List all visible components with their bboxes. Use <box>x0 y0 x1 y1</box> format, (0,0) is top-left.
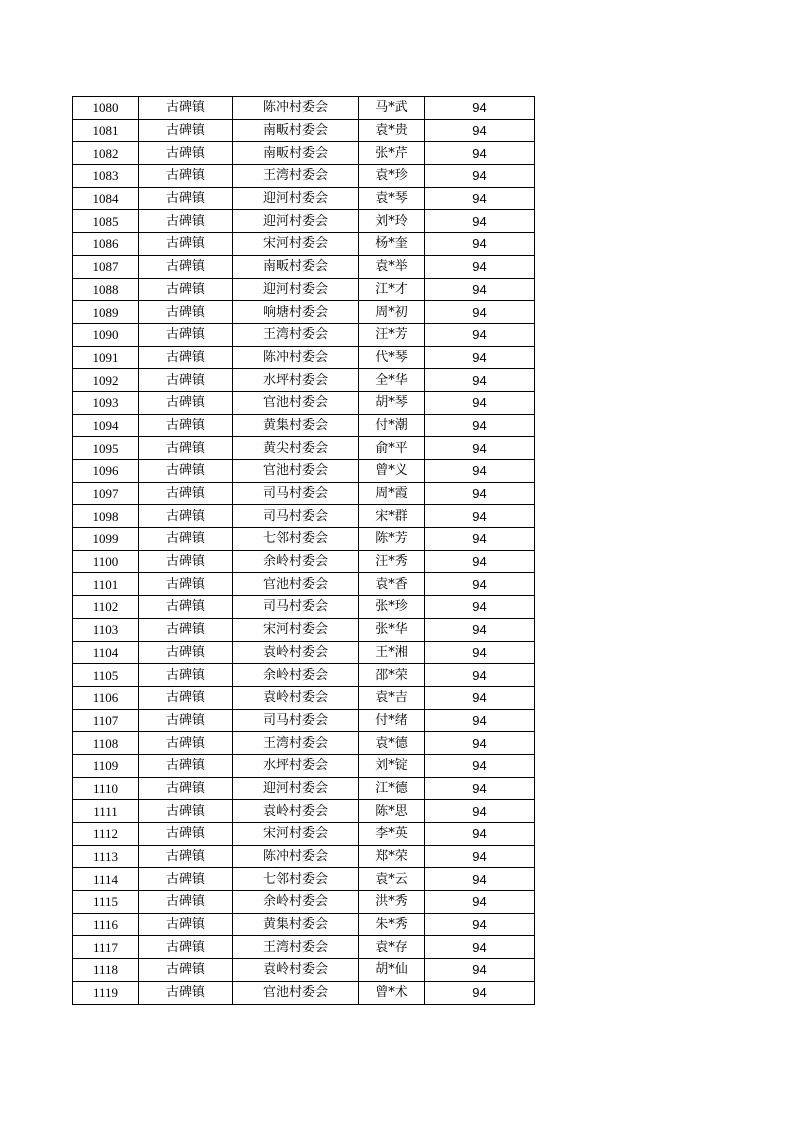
row-number-cell: 1106 <box>73 686 139 709</box>
town-cell: 古碑镇 <box>139 709 233 732</box>
row-number-cell: 1102 <box>73 596 139 619</box>
person-name-cell: 朱*秀 <box>359 913 425 936</box>
row-number-cell: 1099 <box>73 528 139 551</box>
village-cell: 王湾村委会 <box>233 323 359 346</box>
table-row <box>73 845 535 868</box>
row-number-cell: 1109 <box>73 754 139 777</box>
score-cell: 94 <box>425 165 535 188</box>
score-cell: 94 <box>425 936 535 959</box>
table-row <box>73 119 535 142</box>
village-cell: 响塘村委会 <box>233 301 359 324</box>
table-row <box>73 732 535 755</box>
village-cell: 司马村委会 <box>233 505 359 528</box>
row-number-cell: 1105 <box>73 664 139 687</box>
village-cell: 司马村委会 <box>233 596 359 619</box>
table-row <box>73 573 535 596</box>
person-name-cell: 张*珍 <box>359 596 425 619</box>
town-cell: 古碑镇 <box>139 959 233 982</box>
person-name-cell: 周*霞 <box>359 482 425 505</box>
score-cell: 94 <box>425 414 535 437</box>
village-cell: 袁岭村委会 <box>233 959 359 982</box>
score-cell: 94 <box>425 369 535 392</box>
village-cell: 水坪村委会 <box>233 754 359 777</box>
person-name-cell: 陈*思 <box>359 800 425 823</box>
table-row <box>73 346 535 369</box>
table-row <box>73 981 535 1004</box>
town-cell: 古碑镇 <box>139 482 233 505</box>
score-cell: 94 <box>425 255 535 278</box>
town-cell: 古碑镇 <box>139 664 233 687</box>
town-cell: 古碑镇 <box>139 732 233 755</box>
person-name-cell: 曾*义 <box>359 460 425 483</box>
row-number-cell: 1085 <box>73 210 139 233</box>
village-cell: 南畈村委会 <box>233 119 359 142</box>
score-cell: 94 <box>425 233 535 256</box>
town-cell: 古碑镇 <box>139 686 233 709</box>
person-name-cell: 袁*贵 <box>359 119 425 142</box>
person-name-cell: 胡*仙 <box>359 959 425 982</box>
village-cell: 官池村委会 <box>233 391 359 414</box>
row-number-cell: 1117 <box>73 936 139 959</box>
village-cell: 宋河村委会 <box>233 618 359 641</box>
person-name-cell: 付*绪 <box>359 709 425 732</box>
town-cell: 古碑镇 <box>139 550 233 573</box>
town-cell: 古碑镇 <box>139 119 233 142</box>
town-cell: 古碑镇 <box>139 391 233 414</box>
village-cell: 袁岭村委会 <box>233 800 359 823</box>
town-cell: 古碑镇 <box>139 323 233 346</box>
village-cell: 余岭村委会 <box>233 664 359 687</box>
row-number-cell: 1103 <box>73 618 139 641</box>
town-cell: 古碑镇 <box>139 187 233 210</box>
town-cell: 古碑镇 <box>139 346 233 369</box>
score-cell: 94 <box>425 664 535 687</box>
person-name-cell: 袁*香 <box>359 573 425 596</box>
town-cell: 古碑镇 <box>139 800 233 823</box>
village-cell: 司马村委会 <box>233 482 359 505</box>
row-number-cell: 1080 <box>73 97 139 120</box>
town-cell: 古碑镇 <box>139 278 233 301</box>
score-cell: 94 <box>425 346 535 369</box>
village-cell: 迎河村委会 <box>233 777 359 800</box>
village-cell: 官池村委会 <box>233 573 359 596</box>
village-cell: 官池村委会 <box>233 981 359 1004</box>
score-cell: 94 <box>425 754 535 777</box>
table-row <box>73 800 535 823</box>
score-cell: 94 <box>425 505 535 528</box>
town-cell: 古碑镇 <box>139 868 233 891</box>
village-cell: 余岭村委会 <box>233 891 359 914</box>
row-number-cell: 1082 <box>73 142 139 165</box>
person-name-cell: 邵*荣 <box>359 664 425 687</box>
table-row <box>73 891 535 914</box>
town-cell: 古碑镇 <box>139 754 233 777</box>
table-row <box>73 505 535 528</box>
village-cell: 迎河村委会 <box>233 278 359 301</box>
town-cell: 古碑镇 <box>139 981 233 1004</box>
score-cell: 94 <box>425 573 535 596</box>
town-cell: 古碑镇 <box>139 460 233 483</box>
score-cell: 94 <box>425 868 535 891</box>
table-row <box>73 823 535 846</box>
village-cell: 黄集村委会 <box>233 913 359 936</box>
person-name-cell: 袁*琴 <box>359 187 425 210</box>
row-number-cell: 1098 <box>73 505 139 528</box>
table-row <box>73 369 535 392</box>
table-row <box>73 686 535 709</box>
person-name-cell: 杨*奎 <box>359 233 425 256</box>
town-cell: 古碑镇 <box>139 233 233 256</box>
table-row <box>73 97 535 120</box>
table-row <box>73 709 535 732</box>
person-name-cell: 汪*芳 <box>359 323 425 346</box>
person-name-cell: 曾*术 <box>359 981 425 1004</box>
person-name-cell: 付*潮 <box>359 414 425 437</box>
table-row <box>73 664 535 687</box>
score-cell: 94 <box>425 618 535 641</box>
town-cell: 古碑镇 <box>139 641 233 664</box>
person-name-cell: 王*湘 <box>359 641 425 664</box>
row-number-cell: 1101 <box>73 573 139 596</box>
town-cell: 古碑镇 <box>139 936 233 959</box>
score-cell: 94 <box>425 686 535 709</box>
table-row <box>73 618 535 641</box>
score-cell: 94 <box>425 913 535 936</box>
row-number-cell: 1090 <box>73 323 139 346</box>
village-cell: 黄尖村委会 <box>233 437 359 460</box>
row-number-cell: 1081 <box>73 119 139 142</box>
town-cell: 古碑镇 <box>139 891 233 914</box>
row-number-cell: 1111 <box>73 800 139 823</box>
table-row <box>73 550 535 573</box>
row-number-cell: 1091 <box>73 346 139 369</box>
data-table <box>72 96 535 1005</box>
village-cell: 迎河村委会 <box>233 210 359 233</box>
village-cell: 宋河村委会 <box>233 823 359 846</box>
score-cell: 94 <box>425 823 535 846</box>
table-row <box>73 482 535 505</box>
person-name-cell: 宋*群 <box>359 505 425 528</box>
person-name-cell: 俞*平 <box>359 437 425 460</box>
score-cell: 94 <box>425 391 535 414</box>
row-number-cell: 1088 <box>73 278 139 301</box>
person-name-cell: 袁*云 <box>359 868 425 891</box>
table-row <box>73 936 535 959</box>
score-cell: 94 <box>425 732 535 755</box>
score-cell: 94 <box>425 301 535 324</box>
score-cell: 94 <box>425 596 535 619</box>
row-number-cell: 1113 <box>73 845 139 868</box>
village-cell: 袁岭村委会 <box>233 686 359 709</box>
table-row <box>73 596 535 619</box>
town-cell: 古碑镇 <box>139 596 233 619</box>
score-cell: 94 <box>425 437 535 460</box>
score-cell: 94 <box>425 800 535 823</box>
person-name-cell: 汪*秀 <box>359 550 425 573</box>
score-cell: 94 <box>425 641 535 664</box>
person-name-cell: 全*华 <box>359 369 425 392</box>
person-name-cell: 胡*琴 <box>359 391 425 414</box>
table-row <box>73 437 535 460</box>
village-cell: 迎河村委会 <box>233 187 359 210</box>
table-row <box>73 187 535 210</box>
row-number-cell: 1112 <box>73 823 139 846</box>
town-cell: 古碑镇 <box>139 618 233 641</box>
town-cell: 古碑镇 <box>139 255 233 278</box>
row-number-cell: 1104 <box>73 641 139 664</box>
row-number-cell: 1114 <box>73 868 139 891</box>
village-cell: 官池村委会 <box>233 460 359 483</box>
village-cell: 王湾村委会 <box>233 165 359 188</box>
person-name-cell: 洪*秀 <box>359 891 425 914</box>
score-cell: 94 <box>425 278 535 301</box>
row-number-cell: 1092 <box>73 369 139 392</box>
row-number-cell: 1116 <box>73 913 139 936</box>
village-cell: 陈冲村委会 <box>233 845 359 868</box>
town-cell: 古碑镇 <box>139 369 233 392</box>
row-number-cell: 1100 <box>73 550 139 573</box>
town-cell: 古碑镇 <box>139 845 233 868</box>
town-cell: 古碑镇 <box>139 823 233 846</box>
table-row <box>73 391 535 414</box>
village-cell: 司马村委会 <box>233 709 359 732</box>
table-row <box>73 323 535 346</box>
table-row <box>73 301 535 324</box>
village-cell: 宋河村委会 <box>233 233 359 256</box>
village-cell: 袁岭村委会 <box>233 641 359 664</box>
row-number-cell: 1095 <box>73 437 139 460</box>
table-row <box>73 210 535 233</box>
row-number-cell: 1094 <box>73 414 139 437</box>
village-cell: 王湾村委会 <box>233 732 359 755</box>
score-cell: 94 <box>425 709 535 732</box>
row-number-cell: 1093 <box>73 391 139 414</box>
row-number-cell: 1118 <box>73 959 139 982</box>
village-cell: 七邻村委会 <box>233 868 359 891</box>
town-cell: 古碑镇 <box>139 142 233 165</box>
table-row <box>73 777 535 800</box>
score-cell: 94 <box>425 119 535 142</box>
score-cell: 94 <box>425 210 535 233</box>
table-row <box>73 233 535 256</box>
table-row <box>73 754 535 777</box>
town-cell: 古碑镇 <box>139 97 233 120</box>
village-cell: 余岭村委会 <box>233 550 359 573</box>
person-name-cell: 郑*荣 <box>359 845 425 868</box>
table-row <box>73 142 535 165</box>
person-name-cell: 袁*德 <box>359 732 425 755</box>
row-number-cell: 1086 <box>73 233 139 256</box>
score-cell: 94 <box>425 187 535 210</box>
table-row <box>73 255 535 278</box>
village-cell: 陈冲村委会 <box>233 346 359 369</box>
score-cell: 94 <box>425 142 535 165</box>
row-number-cell: 1115 <box>73 891 139 914</box>
table-row <box>73 913 535 936</box>
person-name-cell: 袁*存 <box>359 936 425 959</box>
person-name-cell: 袁*举 <box>359 255 425 278</box>
table-row <box>73 641 535 664</box>
score-cell: 94 <box>425 460 535 483</box>
town-cell: 古碑镇 <box>139 165 233 188</box>
village-cell: 南畈村委会 <box>233 142 359 165</box>
row-number-cell: 1097 <box>73 482 139 505</box>
score-cell: 94 <box>425 482 535 505</box>
person-name-cell: 陈*芳 <box>359 528 425 551</box>
person-name-cell: 江*才 <box>359 278 425 301</box>
person-name-cell: 江*德 <box>359 777 425 800</box>
town-cell: 古碑镇 <box>139 414 233 437</box>
row-number-cell: 1107 <box>73 709 139 732</box>
table-body <box>73 97 535 1005</box>
score-cell: 94 <box>425 959 535 982</box>
village-cell: 南畈村委会 <box>233 255 359 278</box>
row-number-cell: 1089 <box>73 301 139 324</box>
person-name-cell: 袁*珍 <box>359 165 425 188</box>
row-number-cell: 1110 <box>73 777 139 800</box>
table-row <box>73 959 535 982</box>
score-cell: 94 <box>425 323 535 346</box>
person-name-cell: 李*英 <box>359 823 425 846</box>
town-cell: 古碑镇 <box>139 913 233 936</box>
row-number-cell: 1084 <box>73 187 139 210</box>
town-cell: 古碑镇 <box>139 573 233 596</box>
score-cell: 94 <box>425 891 535 914</box>
row-number-cell: 1096 <box>73 460 139 483</box>
score-cell: 94 <box>425 777 535 800</box>
town-cell: 古碑镇 <box>139 210 233 233</box>
row-number-cell: 1087 <box>73 255 139 278</box>
table-row <box>73 278 535 301</box>
person-name-cell: 代*琴 <box>359 346 425 369</box>
town-cell: 古碑镇 <box>139 437 233 460</box>
score-cell: 94 <box>425 550 535 573</box>
table-row <box>73 868 535 891</box>
village-cell: 水坪村委会 <box>233 369 359 392</box>
person-name-cell: 张*华 <box>359 618 425 641</box>
table-row <box>73 414 535 437</box>
person-name-cell: 刘*玲 <box>359 210 425 233</box>
village-cell: 王湾村委会 <box>233 936 359 959</box>
row-number-cell: 1083 <box>73 165 139 188</box>
person-name-cell: 马*武 <box>359 97 425 120</box>
table-row <box>73 165 535 188</box>
village-cell: 七邻村委会 <box>233 528 359 551</box>
person-name-cell: 张*芹 <box>359 142 425 165</box>
row-number-cell: 1108 <box>73 732 139 755</box>
person-name-cell: 袁*吉 <box>359 686 425 709</box>
town-cell: 古碑镇 <box>139 301 233 324</box>
village-cell: 黄集村委会 <box>233 414 359 437</box>
person-name-cell: 刘*锭 <box>359 754 425 777</box>
town-cell: 古碑镇 <box>139 505 233 528</box>
village-cell: 陈冲村委会 <box>233 97 359 120</box>
score-cell: 94 <box>425 981 535 1004</box>
table-row <box>73 460 535 483</box>
town-cell: 古碑镇 <box>139 528 233 551</box>
row-number-cell: 1119 <box>73 981 139 1004</box>
table-row <box>73 528 535 551</box>
score-cell: 94 <box>425 97 535 120</box>
score-cell: 94 <box>425 845 535 868</box>
town-cell: 古碑镇 <box>139 777 233 800</box>
person-name-cell: 周*初 <box>359 301 425 324</box>
score-cell: 94 <box>425 528 535 551</box>
